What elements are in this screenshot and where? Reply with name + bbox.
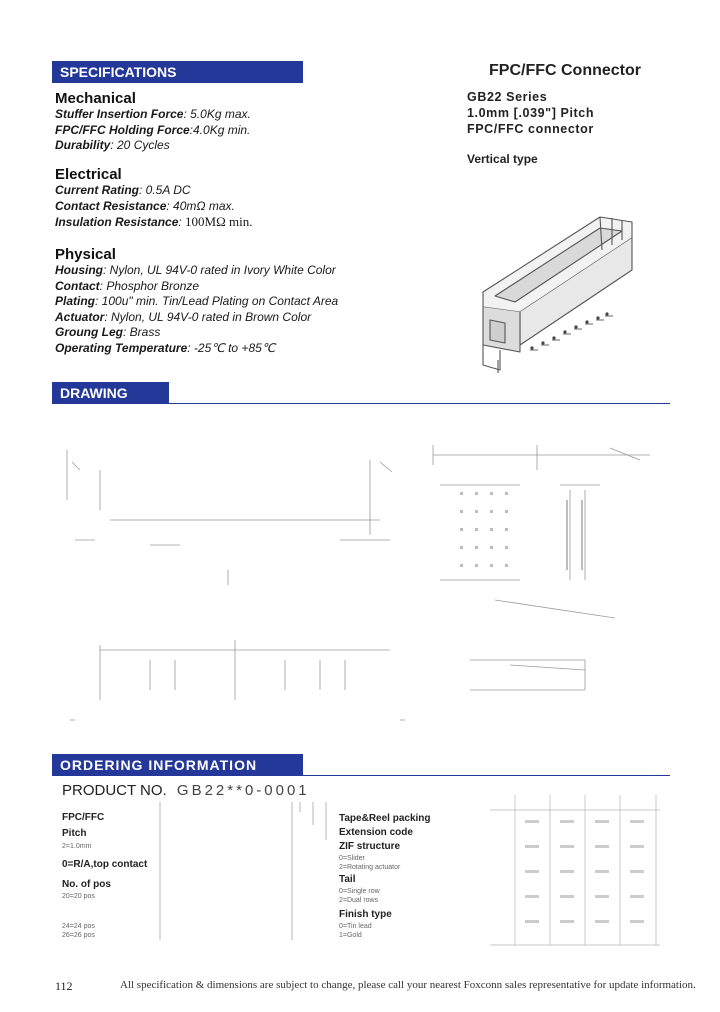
ord-pitch: Pitch: [62, 828, 87, 839]
product-number: [62, 782, 310, 799]
ord-zif: ZIF structure: [339, 841, 401, 852]
vertical-type-label: Vertical type: [467, 152, 538, 166]
ordering-title: ORDERING INFORMATION: [60, 757, 258, 773]
specifications-header: [52, 61, 303, 83]
series-name: GB22 Series: [467, 90, 548, 104]
product-number-code: GB22**0-0001: [176, 782, 310, 799]
ord-finish-opt2: 1=Gold: [339, 932, 362, 939]
electrical-heading: Electrical: [55, 166, 122, 183]
specifications-title: SPECIFICATIONS: [60, 64, 177, 80]
ord-pos-opt3: 26=26 pos: [62, 932, 95, 939]
ord-ext: Extension code: [339, 827, 413, 838]
insulation-sep: :: [178, 215, 186, 229]
ord-pitch-opt: 2=1.0mm: [62, 843, 92, 850]
ord-finish: Finish type: [339, 909, 392, 920]
holding-label: FPC/FFC Holding Force: [55, 122, 190, 137]
current-rating-row: [55, 183, 435, 199]
product-number-label: PRODUCT NO.: [62, 782, 167, 799]
contact-label: Contact: [55, 278, 100, 293]
ord-zif-opt2: 2=Rotating actuator: [339, 864, 401, 871]
ground-leg-row: [55, 325, 435, 341]
series-info: [467, 89, 594, 137]
ord-finish-opt1: 0=Tin lead: [339, 923, 372, 930]
insulation-label: Insulation Resistance: [55, 215, 179, 229]
physical-section: [55, 246, 435, 356]
durability-row: [55, 138, 435, 154]
mechanical-heading: Mechanical: [55, 90, 136, 107]
ord-zif-opt1: 0=Slider: [339, 855, 365, 862]
ordering-header: [52, 754, 303, 776]
series-pitch: 1.0mm [.039"] Pitch: [467, 106, 595, 120]
ord-tape: Tape&Reel packing: [339, 813, 431, 824]
holding-force-row: [55, 123, 435, 139]
stuffer-force-row: [55, 107, 435, 123]
insulation-value: 100MΩ min.: [185, 214, 253, 229]
drawing-header: [52, 382, 169, 404]
contact-resistance-label: Contact Resistance: [55, 198, 167, 213]
contact-value: : Phosphor Bronze: [99, 278, 200, 293]
contact-resistance-value: : 40mΩ max.: [166, 198, 235, 213]
actuator-value: : Nylon, UL 94V-0 rated in Brown Color: [104, 309, 312, 324]
ord-tail-opt2: 2=Dual rows: [339, 897, 379, 904]
stuffer-label: Stuffer Insertion Force: [55, 107, 184, 121]
physical-heading: Physical: [55, 246, 116, 263]
contact-resistance-row: [55, 199, 435, 215]
ord-pos: No. of pos: [62, 879, 111, 890]
temp-value: : -25℃ to +85℃: [187, 340, 276, 355]
plating-label: Plating: [55, 294, 96, 308]
current-value: : 0.5A DC: [139, 183, 191, 197]
page-number: 112: [55, 979, 73, 993]
durability-label: Durability: [55, 138, 111, 152]
product-title: FPC/FFC Connector: [489, 62, 641, 79]
actuator-row: [55, 310, 435, 326]
electrical-section: [55, 166, 435, 231]
series-type: FPC/FFC connector: [467, 122, 594, 136]
stuffer-value: : 5.0Kg max.: [183, 107, 251, 121]
current-label: Current Rating: [55, 183, 139, 197]
drawing-title: DRAWING: [60, 385, 128, 401]
ord-pos-opt2: 24=24 pos: [62, 923, 95, 930]
actuator-label: Actuator: [55, 309, 105, 324]
temperature-row: [55, 341, 435, 357]
ord-fpc: FPC/FFC: [62, 812, 105, 823]
housing-row: [55, 263, 435, 279]
contact-row: [55, 279, 435, 295]
ord-tail: Tail: [339, 874, 356, 885]
ground-label: Groung Leg: [55, 325, 123, 339]
durability-value: : 20 Cycles: [110, 138, 170, 152]
plating-row: [55, 294, 435, 310]
plating-value: : 100u" min. Tin/Lead Plating on Contact Area: [95, 294, 339, 308]
ord-tail-opt1: 0=Single row: [339, 888, 380, 895]
temp-label: Operating Temperature: [55, 340, 188, 355]
housing-value: : Nylon, UL 94V-0 rated in Ivory White Color: [103, 263, 336, 277]
ord-pos-opt1: 20=20 pos: [62, 893, 95, 900]
insulation-row: [55, 214, 435, 231]
footer-disclaimer: All specification & dimensions are subject to change, please call your nearest Foxconn sales representative for update information.: [120, 979, 696, 991]
ground-value: : Brass: [123, 325, 161, 339]
holding-value: :4.0Kg min.: [189, 122, 251, 137]
mechanical-section: [55, 90, 435, 154]
housing-label: Housing: [55, 263, 103, 277]
ord-contact: 0=R/A,top contact: [62, 859, 148, 870]
